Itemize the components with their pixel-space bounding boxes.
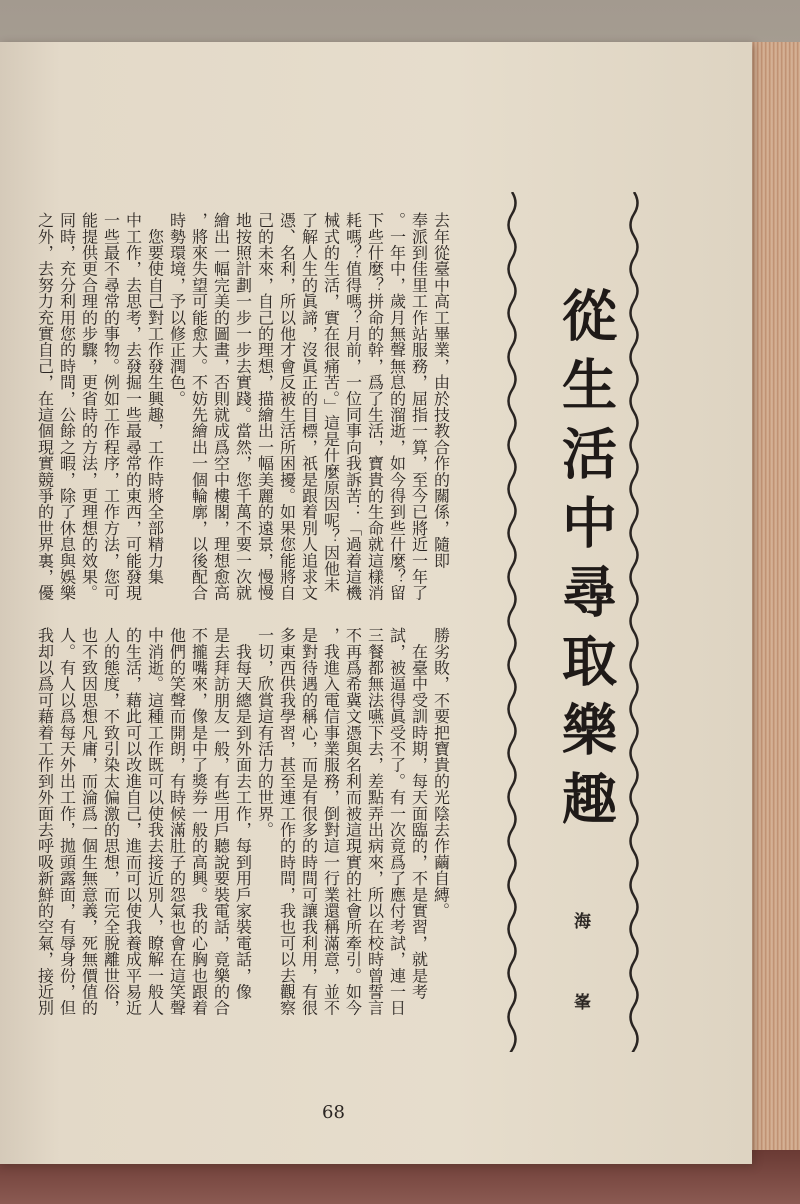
text-column: 一切，欣賞這有活力的世界。: [255, 627, 275, 838]
text-column: 之外，去努力充實自己，在這個現實競爭的世界裏，優: [35, 212, 55, 601]
text-column: 己的未來，自己的理想，描繪出一幅美麗的遠景，慢慢: [255, 212, 275, 601]
text-column: 我每天總是到外面去工作，每到用戶家裝電話，像: [233, 627, 253, 1000]
text-column: 多東西供我學習，甚至連工作的時間，我也可以去觀察: [277, 627, 297, 1016]
text-column: 勝劣敗，不要把寶貴的光陰去作繭自縛。: [431, 627, 451, 919]
text-column: 。一年中，歲月無聲無息的溜逝，如今得到些什麼？留: [387, 212, 407, 601]
text-column: 試，被逼得眞受不了。有一次竟爲了應付考試，連一日: [387, 627, 407, 1016]
text-column: 人。有人以爲每天外出工作，拋頭露面，有辱身份，但: [57, 627, 77, 1016]
text-column: 了解人生的眞諦，沒眞正的目標，祇是跟着別人追求文: [299, 212, 319, 601]
wavy-line: [631, 192, 638, 1052]
page-number: 68: [322, 1102, 345, 1123]
text-column: ，我進入電信事業服務，倒對這一行業還稱滿意，並不: [321, 627, 341, 1016]
text-column: 您要使自己對工作發生興趣，工作時將全部精力集: [145, 212, 165, 585]
text-column: 奉派到佳里工作站服務，屈指一算，至今已將近一年了: [409, 212, 429, 601]
text-column: 是去拜訪朋友一般，有些用戶聽說要裝電話，竟樂的合: [211, 627, 231, 1016]
wavy-line: [509, 192, 516, 1052]
text-column: 能提供更合理的步驟，更省時的方法，更理想的效果。: [79, 212, 99, 601]
article-author: 海 峯: [570, 912, 590, 1032]
text-column: 下些什麼？拼命的幹，爲了生活，寶貴的生命就這樣消: [365, 212, 385, 601]
text-column: 械式的生活，實在很痛苦。」這是什麼原因呢？因他未: [321, 212, 341, 593]
text-column: 也不致因思想凡庸，而淪爲一個生無意義，死無價值的: [79, 627, 99, 1016]
text-column: 不攏嘴來，像是中了獎券一般的高興。我的心胸也跟着: [189, 627, 209, 1016]
text-column: 同時，充分利用您的時間，公餘之暇，除了休息與娛樂: [57, 212, 77, 601]
text-column: 憑、名利，所以他才會反被生活所困擾。如果您能將自: [277, 212, 297, 601]
text-column: 繪出一幅完美的圖畫，否則就成爲空中樓閣，理想愈高: [211, 212, 231, 601]
text-column: 去年從臺中高工畢業，由於技教合作的關係，隨即: [431, 212, 451, 569]
text-column: 在臺中受訓時期，每天面臨的，不是實習，就是考: [409, 627, 429, 1000]
text-column: 三餐都無法嚥下去，差點弄出病來，所以在校時曾誓言: [365, 627, 385, 1016]
text-column: 時勢環境，予以修正潤色。: [167, 212, 187, 407]
text-column: ，將來失望可能愈大。不妨先繪出一個輪廓，以後配合: [189, 212, 209, 601]
text-column: 中工作，去思考，去發掘一些最尋常的東西，可能發現: [123, 212, 143, 601]
text-column: 他們的笑聲而開朗，有時候滿肚子的怨氣也會在這笑聲: [167, 627, 187, 1016]
book-page: [0, 42, 752, 1164]
text-column: 是對待遇的稱心，而是有很多的時間可讓我利用，有很: [299, 627, 319, 1016]
article-title: 從生活中尋取樂趣: [553, 287, 618, 839]
text-column: 人的態度，不致引染太偏激的思想，而完全脫離世俗，: [101, 627, 121, 1016]
text-column: 不再爲希冀文憑與名利而被這現實的社會所牽引。如今: [343, 627, 363, 1016]
text-column: 一些最不尋常的事物。例如工作程序，工作方法，您可: [101, 212, 121, 601]
text-column: 中消逝。這種工作既可以使我去接近別人，瞭解一般人: [145, 627, 165, 1016]
text-column: 地按照計劃一步一步去實踐。當然，您千萬不要一次就: [233, 212, 253, 601]
book-page-edges: [748, 42, 800, 1162]
text-column: 我却以爲可藉着工作到外面去呼吸新鮮的空氣，接近別: [35, 627, 55, 1016]
text-column: 的生活，藉此可以改進自己，進而可以使我養成平易近: [123, 627, 143, 1016]
text-column: 耗嗎？值得嗎？月前，一位同事向我訴苦：「過着這機: [343, 212, 363, 601]
wavy-rule-left: [498, 192, 526, 1052]
